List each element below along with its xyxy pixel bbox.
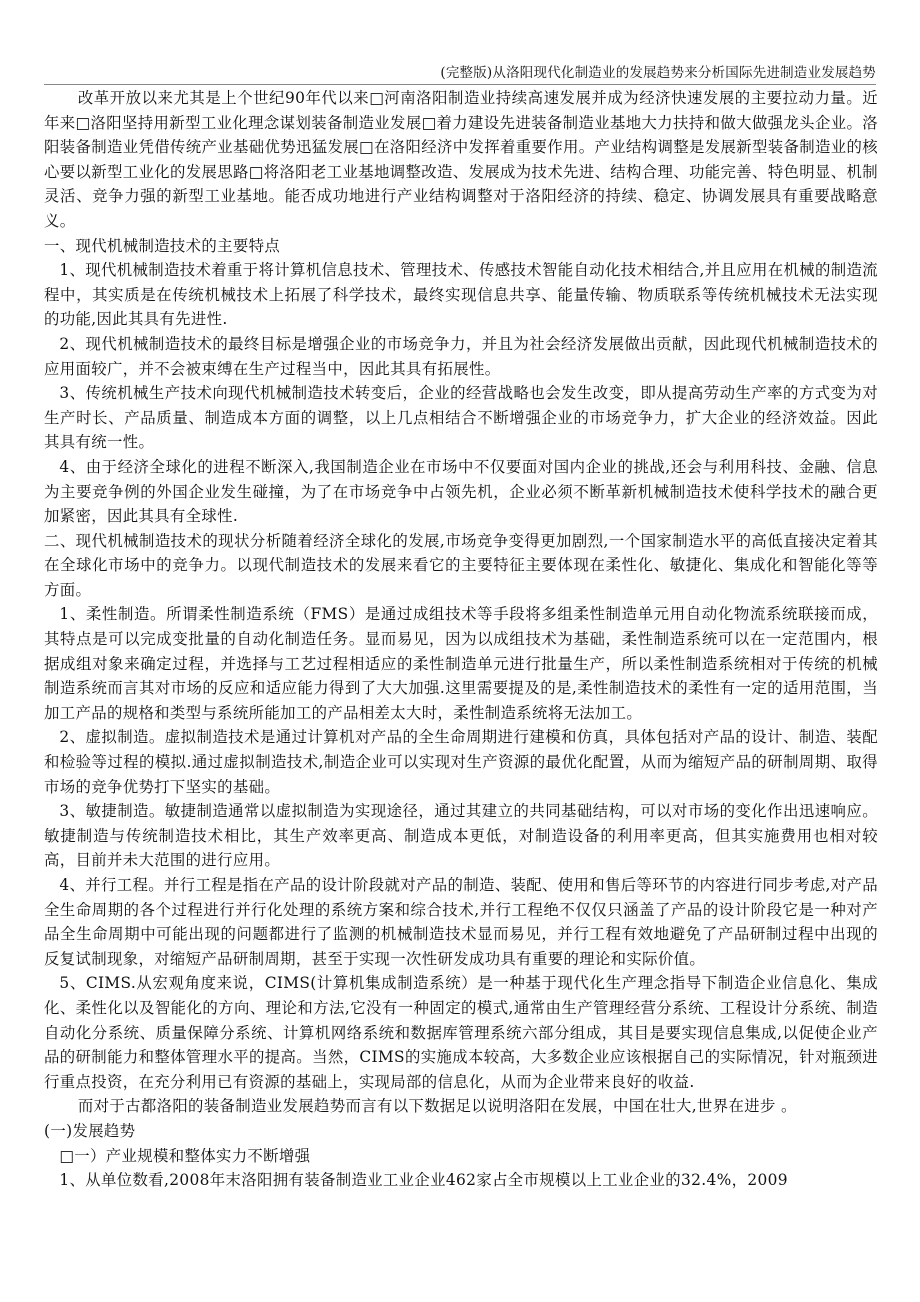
paragraph: 1、从单位数看,2008年末洛阳拥有装备制造业工业企业462家占全市规模以上工业企业的32.4%，2009: [59, 1171, 788, 1190]
intro-paragraph: 改革开放以来尤其是上个世纪90年代以来□河南洛阳制造业持续高速发展并成为经济快速发展的主要拉动力量。近年来□洛阳坚持用新型工业化理念谋划装备制造业发展□着力建设先进装备制造业基地大力扶持和做大做强龙头企业。洛阳装备制造业凭借传统产业基础优势迅猛发展□在洛阳经济中发挥着重要作用。产业结构调整是发展新型装备制造业的核心要以新型工业化的发展思路□将洛阳老工业基地调整改造、发展成为技术先进、结构合理、功能完善、特色明显、机制灵活、竞争力强的新型工业基地。能否成功地进行产业结构调整对于洛阳经济的持续、稳定、协调发展具有重要战略意义。: [44, 89, 878, 230]
paragraph: 3、敏捷制造。敏捷制造通常以虚拟制造为实现途径，通过其建立的共同基础结构，可以对市场的变化作出迅速响应。敏捷制造与传统制造技术相比，其生产效率更高、制造成本更低，对制造设备的利用率更高，但其实施费用也相对较高，目前并未大范围的进行应用。: [44, 802, 878, 870]
section-heading-1: 一、现代机械制造技术的主要特点: [44, 236, 281, 255]
page-header-title: (完整版)从洛阳现代化制造业的发展趋势来分析国际先进制造业发展趋势: [440, 65, 876, 81]
document-content: [44, 86, 878, 1193]
subsection-heading: (一)发展趋势: [44, 1121, 136, 1140]
paragraph: 4、由于经济全球化的进程不断深入,我国制造企业在市场中不仅要面对国内企业的挑战,还会与利用科技、金融、信息为主要竞争例的外国企业发生碰撞，为了在市场竞争中占领先机，企业必须不断革新机械制造技术使科学技术的融合更加紧密，因此其具有全球性.: [44, 457, 878, 526]
paragraph: 2、现代机械制造技术的最终目标是增强企业的市场竞争力，并且为社会经济发展做出贡献，因此现代机械制造技术的应用面较广，并不会被束缚在生产过程当中，因此其具有拓展性。: [44, 334, 878, 378]
subsection-heading: □一）产业规模和整体实力不断增强: [59, 1146, 311, 1165]
paragraph: 而对于古都洛阳的装备制造业发展趋势而言有以下数据足以说明洛阳在发展，中国在壮大,世界在进步 。: [77, 1097, 797, 1116]
section-heading-2: 二、现代机械制造技术的现状分析随着经济全球化的发展,市场竞争变得更加剧烈,一个国家制造水平的高低直接决定着其在全球化市场中的竞争力。以现代制造技术的发展来看它的主要特征主要体现在柔性化、敏捷化、集成化和智能化等等方面。: [44, 531, 878, 599]
paragraph: 4、并行工程。并行工程是指在产品的设计阶段就对产品的制造、装配、使用和售后等环节的内容进行同步考虑,对产品全生命周期的各个过程进行并行化处理的系统方案和综合技术,并行工程绝不仅仅只涵盖了产品的设计阶段它是一种对产品全生命周期中可能出现的问题都进行了监测的机械制造技术显而易见，并行工程有效地避免了产品研制过程中出现的反复试制现象，对缩短产品研制周期，甚至于实现一次性研发成功具有重要的理论和实际价值。: [44, 876, 878, 968]
document-body: [44, 62, 878, 1193]
paragraph: 1、现代机械制造技术着重于将计算机信息技术、管理技术、传感技术智能自动化技术相结合,并且应用在机械的制造流程中，其实质是在传统机械技术上拓展了科学技术，最终实现信息共享、能量传输、物质联系等传统机械技术无法实现的功能,因此其具有先进性.: [44, 261, 878, 329]
paragraph: 5、CIMS.从宏观角度来说，CIMS(计算机集成制造系统）是一种基于现代化生产理念指导下制造企业信息化、集成化、柔性化以及智能化的方向、理论和方法,它没有一种固定的模式,通常由生产管理经营分系统、工程设计分系统、制造自动化分系统、质量保障分系统、计算机网络系统和数据库管理系统六部分组成，其目是要实现信息集成,以促使企业产品的研制能力和整体管理水平的提高。当然，CIMS的实施成本较高，大多数企业应该根据自己的实际情况，针对瓶颈进行重点投资，在充分利用已有资源的基础上，实现局部的信息化，从而为企业带来良好的收益.: [44, 974, 878, 1091]
paragraph: 3、传统机械生产技术向现代机械制造技术转变后，企业的经营战略也会发生改变，即从提高劳动生产率的方式变为对生产时长、产品质量、制造成本方面的调整，以上几点相结合不断增强企业的市场竞争力，扩大企业的经济效益。因此其具有统一性。: [44, 384, 878, 452]
paragraph: 2、虚拟制造。虚拟制造技术是通过计算机对产品的全生命周期进行建模和仿真，具体包括对产品的设计、制造、装配和检验等过程的模拟.通过虚拟制造技术,制造企业可以实现对生产资源的最优化配置，从而为缩短产品的研制周期、取得市场的竞争优势打下坚实的基础。: [44, 728, 878, 796]
paragraph: 1、柔性制造。所谓柔性制造系统（FMS）是通过成组技术等手段将多组柔性制造单元用自动化物流系统联接而成，其特点是可以完成变批量的自动化制造任务。显而易见，因为以成组技术为基础，柔性制造系统可以在一定范围内，根据成组对象来确定过程，并选择与工艺过程相适应的柔性制造单元进行批量生产，所以柔性制造系统相对于传统的机械制造系统而言其对市场的反应和适应能力得到了大大加强.这里需要提及的是,柔性制造技术的柔性有一定的适用范围，当加工产品的规格和类型与系统所能加工的产品相差太大时，柔性制造系统将无法加工。: [44, 605, 878, 722]
